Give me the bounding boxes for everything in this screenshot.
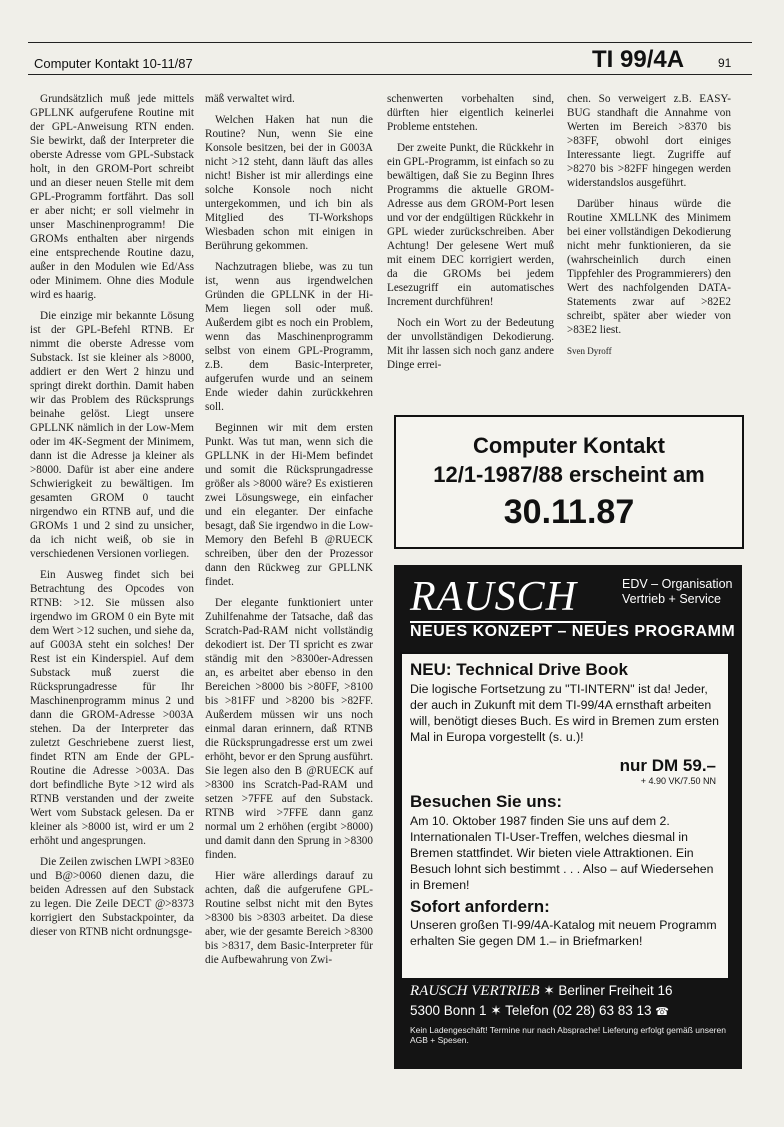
paragraph: Der elegante funktioniert unter Zuhilfenahme der Tatsache, daß das Scratch-Pad-RAM nicht vollständig dekodiert ist. Der TI spricht es zwar ständig mit den >8300er-Adressen an, es arbeitet aber ebenso in den Bereichen >8000 bis >80FF, >8100 bis >81FF und >8200 bis >82FF. Außerdem müssen wir uns noch einmal daran erinnern, daß RTNB die Rücksprungadresse erst um zwei erhöht, bevor er den Sprung ausführt. Sie legen also den B @RUECK auf >8300 ins Scratch-Pad-RAM und setzen >7FFE auf den Substack. RTNB wird >7FFE dann ganz normal um 2 erhöhen (ergibt >8000) und damit dann den Sprung in >8300 finden.	[205, 597, 373, 861]
paragraph: Welchen Haken hat nun die Routine? Nun, wenn Sie eine Konsole besitzen, bei der in G003A nicht >12 steht, dann läuft das alles nicht! Bisher ist mir allerdings eine solche Konsole noch nicht untergekommen, und ich bin als Mitglied des TI-Workshops Wiesbaden schon mit einigen in Berührung gekommen.	[205, 114, 373, 252]
author-signature: Sven Dyroff	[567, 346, 612, 356]
page-number: 91	[718, 56, 732, 70]
header-rule	[28, 74, 752, 75]
shipping-note: + 4.90 VK/7.50 NN	[640, 776, 716, 786]
article-column-3	[387, 92, 554, 379]
ad-heading-order: Sofort anfordern:	[410, 897, 550, 916]
city: 5300 Bonn 1	[410, 1003, 487, 1018]
ad-fine-print: Kein Ladengeschäft! Termine nur nach Absprache! Lieferung erfolgt gemäß unseren AGB + Spesen.	[410, 1025, 726, 1045]
ad-text-new-book: Die logische Fortsetzung zu "TI-INTERN" ist da! Jeder, der auch in Zukunft mit dem TI-99/4A ernsthaft arbeiten will, benötigt dieses Buch. Es wird in Bremen zum ersten Mal in Europa vorgestellt (s. u.)!	[410, 682, 719, 744]
paragraph: schenwerten vorbehalten sind, dürften hier eigentlich keinerlei Probleme entstehen.	[387, 93, 554, 133]
paragraph: Darüber hinaus würde die Routine XMLLNK des Minimem bei einer vollständigen Dekodierung nicht mehr funktionieren, da sie (wahrscheinlich durch einen Tippfehler des Programmierers) den Wert des nachfolgenden DATA-Statements zwar auf >82E2 schreibt, später aber wieder von >83E2 liest.	[567, 198, 731, 336]
ad-contact-line	[410, 1003, 669, 1019]
paragraph: Nachzutragen bliebe, was zu tun ist, wenn aus irgendwelchen Gründen die GPLLNK in der Hi-Mem liegen soll oder muß. Außerdem gibt es noch ein Problem, wenn das Maschinenprogramm selbst von einem GPL-Programm, z.B. dem Basic-Interpreter, aufgerufen wurde und an seinem Ende wieder dahin zurückkehren soll.	[205, 261, 373, 413]
paragraph: mäß verwaltet wird.	[205, 93, 295, 105]
star-separator-icon: ✶	[543, 983, 555, 998]
paragraph: Die Zeilen zwischen LWPI >83E0 und B@>0060 dienen dazu, die beiden Adressen auf den Substack zu legen. Die Zeile DECT @>8373 korrigiert den Substackpointer, da dieser von RTNB nicht ordnungsge-	[30, 856, 194, 938]
announcement-title: Computer Kontakt	[473, 433, 665, 458]
paragraph: Noch ein Wort zu der Bedeutung der unvollständigen Dekodierung. Mit ihr lassen sich noch ganz andere Dinge errei-	[387, 317, 554, 371]
ad-heading-new-book: NEU: Technical Drive Book	[410, 660, 628, 679]
star-separator-icon: ✶	[490, 1003, 502, 1018]
paragraph: Ein Ausweg findet sich bei Betrachtung des Opcodes von RTNB: >12. Sie müssen also irgendwo im GROM 0 ein Byte mit dem Wert >12 suchen, und siehe da, auf G003A steht ein solches! Der Rest ist ein Kinderspiel. Auf dem Substack muß zuerst die Rücksprungadresse für Ihr Maschinenprogramm minus 2 und dann die GROM-Adresse >003A stehen. Da der Interpreter das zuletzt Geschriebene zuerst liest, findet RTN am Ende der GPL-Routine die Adresse >003A. Das dort befindliche Byte >12 wird als RTNB verstanden und der zweite Wert vom Substack gelesen. Da er kleiner als >8000 ist, wird er um 2 erhöht und angesprungen.	[30, 569, 194, 847]
tagline-line: EDV – Organisation	[622, 577, 733, 591]
announcement-subtitle: 12/1-1987/88 erscheint am	[433, 462, 705, 487]
article-column-2	[205, 92, 373, 974]
announcement-date: 30.11.87	[503, 493, 635, 531]
tagline-line: Vertrieb + Service	[622, 592, 722, 606]
section-title: TI 99/4A	[592, 46, 685, 73]
ad-text-order: Unseren großen TI-99/4A-Katalog mit neuem Programm erhalten Sie gegen DM 1.– in Briefmarken!	[410, 918, 717, 948]
running-header: Computer Kontakt 10-11/87	[34, 56, 193, 71]
phone-icon: ☎	[655, 1006, 669, 1018]
article-column-1	[30, 92, 194, 946]
article-column-4	[567, 92, 731, 365]
paragraph: Die einzige mir bekannte Lösung ist der GPL-Befehl RTNB. Er nimmt die oberste Adresse vom Substack. Ist sie kleiner als >8000, addiert er den Wert 2 hinzu und springt direkt dorthin. Damit haben wir das Problem des Rücksprungs beinahe gelöst. Liegt unsere GPLLNK nämlich in der Low-Mem oder im 4K-Segment der Minimem, dann ist die Adresse ja kleiner als >8000. Dafür ist aber eine andere Schwierigkeit zu bewältigen. Im gesamten GROM 0 taucht nirgendwo ein RTNB auf, und die GROMs 1 und 2 sind zu unsicher, da ich nicht weiß, ob sie in verschiedenen Versionen vorliegen.	[30, 310, 194, 560]
paragraph: chen. So verweigert z.B. EASY-BUG standhaft die Annahme von Werten im Bereich >8370 bis >83FF, obwohl dort einiges Interessante liegt. Zugriffe auf >8270 bis >82FF hingegen werden widerstandslos ausgeführt.	[567, 93, 731, 189]
rausch-logo: RAUSCH	[410, 574, 577, 620]
paragraph: Hier wäre allerdings darauf zu achten, daß die aufgerufene GPL-Routine selbst nicht mit den Bytes >8300 bis >8303 arbeitet. Da diese aber, wie der gesamte Bereich >8300 bis >8317, dem Basic-Interpreter für die Aufbewahrung von Zwi-	[205, 870, 373, 966]
company-tagline	[622, 577, 732, 607]
ad-text-visit: Am 10. Oktober 1987 finden Sie uns auf dem 2. Internationalen TI-User-Treffen, welches diesmal in Bremen stattfindet. Wir bieten viele Attraktionen. Ein Besuch lohnt sich bestimmt . . . Also – auf Wiedersehen in Bremen!	[410, 814, 714, 892]
paragraph: Beginnen wir mit dem ersten Punkt. Was tut man, wenn sich die GPLLNK in der Hi-Mem befindet und somit die Rücksprungadresse größer als >8000 wäre? Es existieren zwei Lösungswege, ein einfacher und ein eleganter. Der einfache besagt, daß Sie irgendwo in die Low-Memory den Befehl B @RUECK schreiben, über den der Prozessor dann den Rückweg zur GPLLNK findet.	[205, 422, 373, 588]
paragraph: Der zweite Punkt, die Rückkehr in ein GPL-Programm, ist einfach so zu bewältigen, daß Sie zu Beginn Ihres Programms die aktuelle GROM-Adresse aus dem GROM-Port lesen und vor der endgültigen Rückkehr in GPL wieder zurückschreiben. Aber Achtung! Der gelesene Wert muß mit einem DEC korrigiert werden, da die GROMs bei jedem Lesezugriff ein automatisches Increment durchführen!	[387, 142, 554, 308]
ad-slogan: NEUES KONZEPT – NEUES PROGRAMM	[410, 623, 736, 640]
ad-address-line	[410, 983, 672, 1000]
paragraph: Grundsätzlich muß jede mittels GPLLNK aufgerufene Routine mit der GPL-Anweisung RTN enden. Sie bewirkt, daß der Interpreter die oberste Adresse vom GPL-Substack holt, in den GROM-Port schreibt und an dieser neuen Stelle mit dem GPL-Programm fortfährt. Das soll er aber nicht; er soll vielmehr in unser Maschinenprogramm! Die GROMs enthalten aber nirgends eine entsprechende Routine dazu, außer in den Modulen wie Ed/Ass oder Minimem. Ohne dies Module wird es haarig.	[30, 93, 194, 301]
ad-content-panel	[400, 652, 730, 980]
rausch-advertisement	[394, 565, 742, 1069]
vendor-name: RAUSCH VERTRIEB	[410, 983, 540, 999]
top-rule	[28, 42, 752, 43]
issue-announcement	[394, 415, 744, 549]
phone-number: Telefon (02 28) 63 83 13	[505, 1003, 652, 1018]
street-address: Berliner Freiheit 16	[558, 983, 673, 998]
book-price: nur DM 59.–	[619, 756, 716, 775]
ad-heading-visit: Besuchen Sie uns:	[410, 792, 563, 811]
